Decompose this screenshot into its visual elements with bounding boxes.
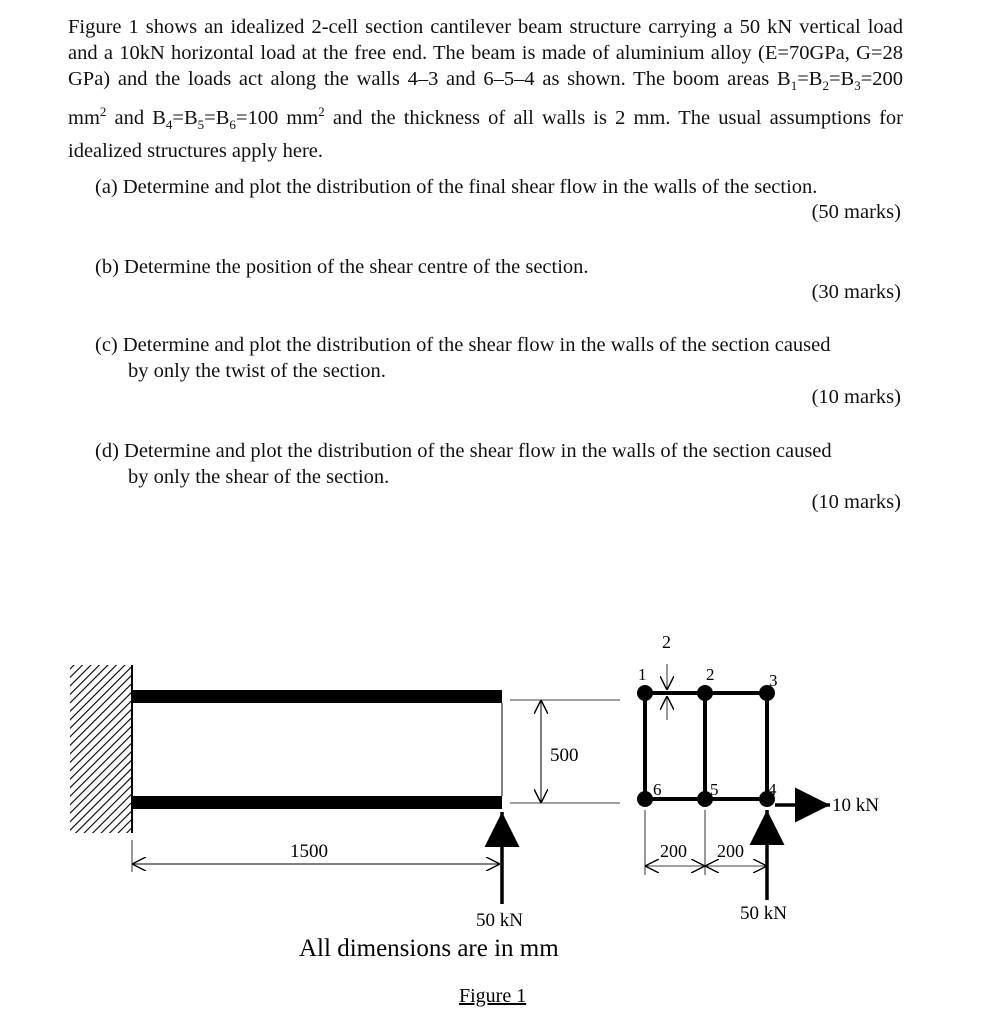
- figure-caption: Figure 1: [459, 985, 527, 1007]
- marks-d: (10 marks): [811, 491, 901, 513]
- intro-text: Figure 1 shows an idealized 2-cell section cantilever beam structure carrying a 50 kN vertical load and a 10kN horizontal load at the free end. The beam is made of aluminium alloy (E=70GPa, G=28 GPa) and the loads act along the walls 4–3 and 6–5–4 as shown.: [68, 16, 903, 90]
- beam-bottom-flange: [132, 796, 502, 809]
- section-vertical-load: 50 kN: [740, 903, 787, 924]
- marks-c: (10 marks): [811, 386, 901, 408]
- boom-2: [697, 685, 713, 701]
- node-label-1: 1: [638, 665, 647, 684]
- cell-width-1: 200: [660, 841, 687, 861]
- thickness-dimension: 2: [662, 632, 671, 652]
- beam-top-flange: [132, 690, 502, 703]
- height-dimension: 500: [550, 745, 579, 766]
- question-a: (a) Determine and plot the distribution of the final shear flow in the walls of the section.: [95, 176, 818, 198]
- horizontal-load: 10 kN: [832, 795, 879, 816]
- length-dimension: 1500: [290, 841, 328, 862]
- boom-areas: The boom areas $B_1=B_2=B_3=200$ $mm^2$ and $B_4=B_5=B_6=100$ $mm^2$ and the thickness of all walls is 2 mm. The usual assumptions for idealized structures apply here.: [68, 68, 903, 163]
- node-label-3: 3: [769, 671, 778, 690]
- boom-1: [637, 685, 653, 701]
- boom-6: [637, 791, 653, 807]
- beam-vertical-load: 50 kN: [476, 910, 523, 931]
- cell-width-2: 200: [717, 841, 744, 861]
- question-b: (b) Determine the position of the shear centre of the section.: [95, 256, 589, 278]
- question-c: (c) Determine and plot the distribution of the shear flow in the walls of the section caused by only the twist of the section.: [95, 334, 831, 382]
- dimensions-note: All dimensions are in mm: [299, 935, 559, 962]
- node-label-6: 6: [653, 780, 662, 799]
- node-label-2: 2: [706, 665, 715, 684]
- node-label-5: 5: [710, 780, 719, 799]
- marks-a: (50 marks): [811, 201, 901, 223]
- wall-support: [70, 665, 132, 833]
- marks-b: (30 marks): [811, 281, 901, 303]
- node-label-4: 4: [768, 780, 777, 799]
- question-d: (d) Determine and plot the distribution of the shear flow in the walls of the section caused by only the shear of the section.: [95, 440, 832, 488]
